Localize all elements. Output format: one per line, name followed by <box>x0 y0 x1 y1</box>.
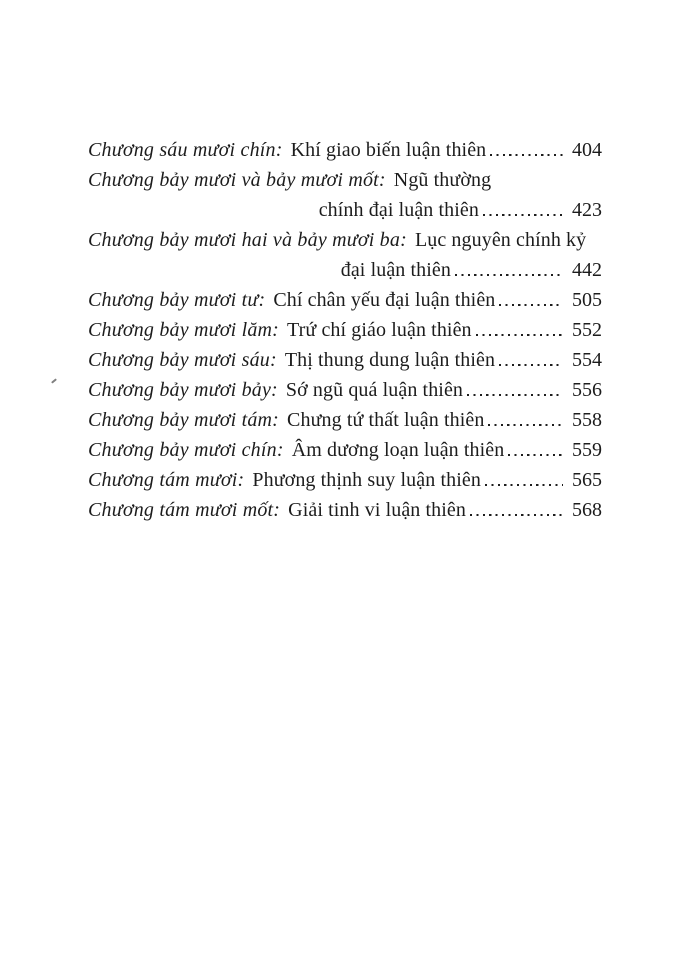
toc-entry-title: Phương thịnh suy luận thiên <box>252 469 481 491</box>
scan-speck-artifact <box>51 378 57 383</box>
toc-entry-title-continuation: đại luận thiên <box>340 259 451 281</box>
dot-leader <box>455 274 563 276</box>
toc-entry-title: Âm dương loạn luận thiên <box>291 439 505 461</box>
toc-page-number: 423 <box>572 199 602 221</box>
toc-page-number: 404 <box>572 139 602 161</box>
toc-entry-title: Thị thung dung luận thiên <box>284 349 496 371</box>
toc-chapter-label: Chương bảy mươi tám: <box>88 409 280 431</box>
toc-entry-title: Lục nguyên chính kỷ <box>414 229 587 251</box>
toc-entry-row <box>88 495 602 525</box>
toc-entry-row <box>88 165 602 195</box>
toc-page-number: 565 <box>572 469 602 491</box>
dot-leader <box>470 514 563 516</box>
toc-entry-title: Khí giao biến luận thiên <box>290 139 487 161</box>
toc-entry-continuation-row <box>88 255 602 285</box>
toc-chapter-label: Chương tám mươi: <box>88 469 245 491</box>
toc-entry-row <box>88 315 602 345</box>
toc-chapter-label: Chương tám mươi mốt: <box>88 499 281 521</box>
dot-leader <box>485 484 563 486</box>
dot-leader <box>499 364 563 366</box>
toc-entry-title: Ngũ thường <box>393 169 492 191</box>
toc-entry-row <box>88 225 602 255</box>
toc-entry-row <box>88 435 602 465</box>
dot-leader <box>483 214 563 216</box>
dot-leader <box>490 154 563 156</box>
toc-chapter-label: Chương bảy mươi và bảy mươi mốt: <box>88 169 386 191</box>
toc-chapter-label: Chương bảy mươi sáu: <box>88 349 277 371</box>
dot-leader <box>488 424 563 426</box>
toc-list <box>88 135 602 525</box>
toc-entry-row <box>88 375 602 405</box>
toc-entry-title: Chưng tứ thất luận thiên <box>287 409 485 431</box>
toc-page-number: 442 <box>572 259 602 281</box>
dot-leader <box>467 394 563 396</box>
toc-entry-title: Trứ chí giáo luận thiên <box>287 319 472 341</box>
toc-page-number: 554 <box>572 349 602 371</box>
dot-leader <box>508 454 563 456</box>
toc-chapter-label: Chương sáu mươi chín: <box>88 139 283 161</box>
toc-entry-row <box>88 135 602 165</box>
toc-chapter-label: Chương bảy mươi bảy: <box>88 379 278 401</box>
toc-page-number: 556 <box>572 379 602 401</box>
toc-page-number: 559 <box>572 439 602 461</box>
toc-page-number: 505 <box>572 289 602 311</box>
toc-entry-title: Chí chân yếu đại luận thiên <box>273 289 496 311</box>
dot-leader <box>476 334 563 336</box>
toc-page-number: 558 <box>572 409 602 431</box>
toc-entry-continuation-row <box>88 195 602 225</box>
toc-page-number: 568 <box>572 499 602 521</box>
toc-entry-row <box>88 465 602 495</box>
toc-page-number: 552 <box>572 319 602 341</box>
toc-chapter-label: Chương bảy mươi tư: <box>88 289 266 311</box>
toc-entry-title: Sớ ngũ quá luận thiên <box>285 379 464 401</box>
toc-chapter-label: Chương bảy mươi chín: <box>88 439 284 461</box>
toc-chapter-label: Chương bảy mươi hai và bảy mươi ba: <box>88 229 407 251</box>
toc-chapter-label: Chương bảy mươi lăm: <box>88 319 280 341</box>
toc-entry-title-continuation: chính đại luận thiên <box>318 199 479 221</box>
toc-entry-row <box>88 345 602 375</box>
toc-entry-title: Giải tinh vi luận thiên <box>288 499 466 521</box>
toc-entry-row <box>88 285 602 315</box>
toc-entry-row <box>88 405 602 435</box>
dot-leader <box>499 304 563 306</box>
